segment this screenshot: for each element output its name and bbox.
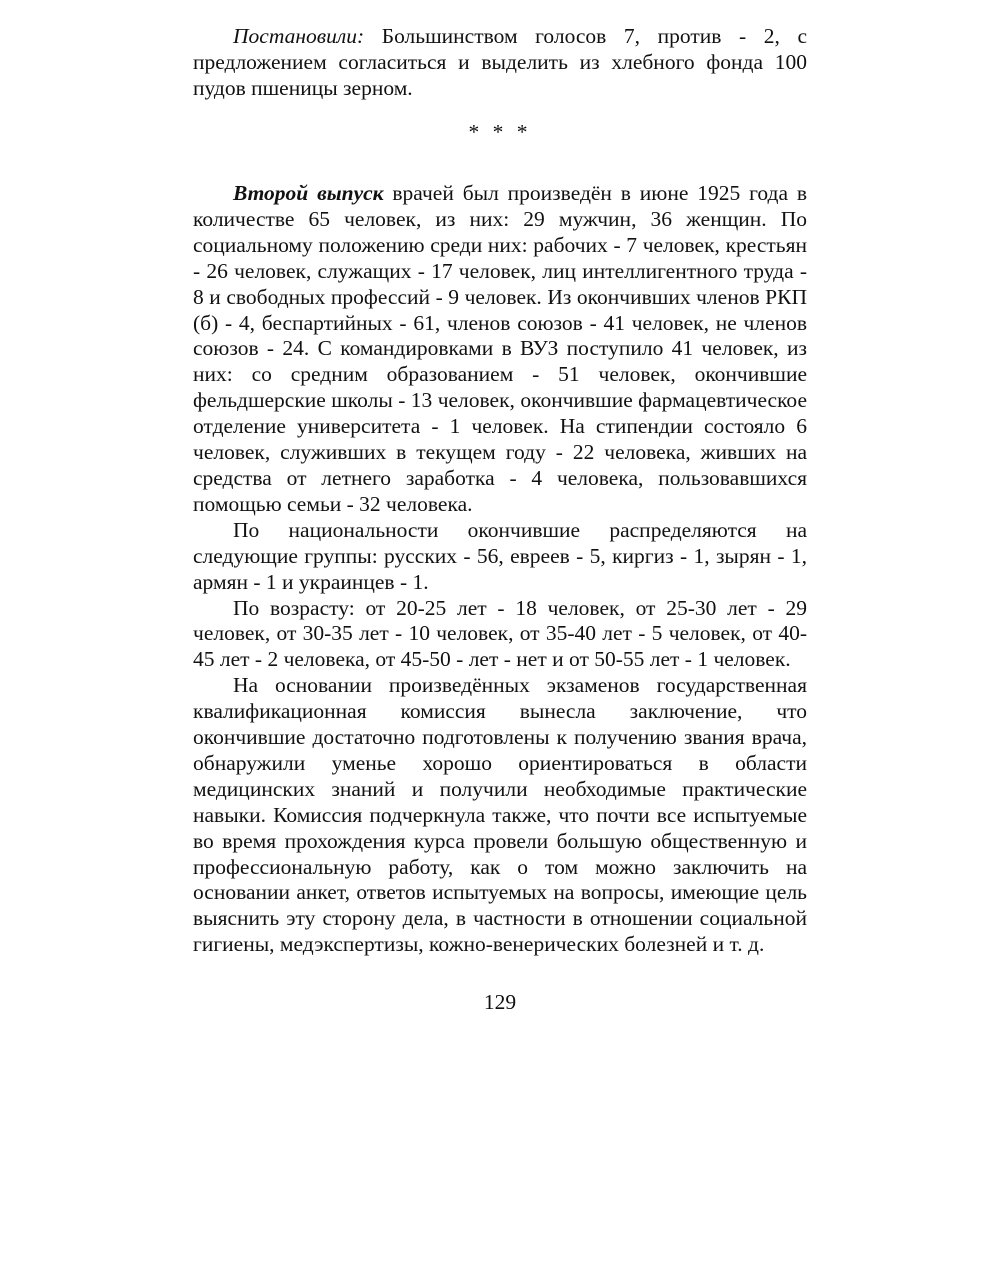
section-divider: * * * [468,120,532,144]
main-text [193,181,807,958]
resolution-body: Большинством голосов 7, против - 2, с предложением согласиться и выделить из хлебного фонда 100 пудов пшеницы зерном. [193,24,807,100]
resolution-label: Постановили: [233,24,365,48]
resolution-paragraph [193,24,807,102]
paragraph-second-graduation [193,181,807,518]
paragraph-nationality: По национальности окончившие распределяются на следующие группы: русских - 56, евреев - 5, киргиз - 1, зырян - 1, армян - 1 и украинцев - 1. [193,517,807,594]
paragraph-age: По возрасту: от 20-25 лет - 18 человек, от 25-30 лет - 29 человек, от 30-35 лет - 10 человек, от 35-40 лет - 5 человек, от 40-45 лет - 2 человека, от 45-50 - лет - нет и от 50-55 лет - 1 человек. [193,595,807,672]
paragraph-lead: Второй выпуск [233,181,384,205]
paragraph-body: врачей был произведён в июне 1925 года в количестве 65 человек, из них: 29 мужчин, 36 женщин. По социальному положению среди них: рабочих - 7 человек, крестьян - 26 человек, служащих - 17 человек, лиц интеллигентного труда - 8 и свободных профессий - 9 человек. Из окончивших членов РКП (б) - 4, беспартийных - 61, членов союзов - 41 человек, не членов союзов - 24. С командировками в ВУЗ поступило 41 человек, из них: со средним образованием - 51 человек, окончившие фельдшерские школы - 13 человек, окончившие фармацевтическое отделение университета - 1 человек. На стипендии состояло 6 человек, служивших в текущем году - 22 человека, живших на средства от летнего заработка - 4 человека, пользовавшихся помощью семьи - 32 человека. [193,181,807,516]
resolution-text [193,24,807,102]
page-number: 129 [483,990,517,1014]
paragraph-commission: На основании произведённых экзаменов государственная квалификационная комиссия вынесла заключение, что окончившие достаточно подготовлены к получению звания врача, обнаружили уменье хорошо ориентироваться в области медицинских знаний и получили необходимые практические навыки. Комиссия подчеркнула также, что почти все испытуемые во время прохождения курса провели большую общественную и профессиональную работу, как о том можно заключить на основании анкет, ответов испытуемых на вопросы, имеющие цель выяснить эту сторону дела, в частности в отношении социальной гигиены, медэкспертизы, кожно-венерических болезней и т. д. [193,673,807,957]
